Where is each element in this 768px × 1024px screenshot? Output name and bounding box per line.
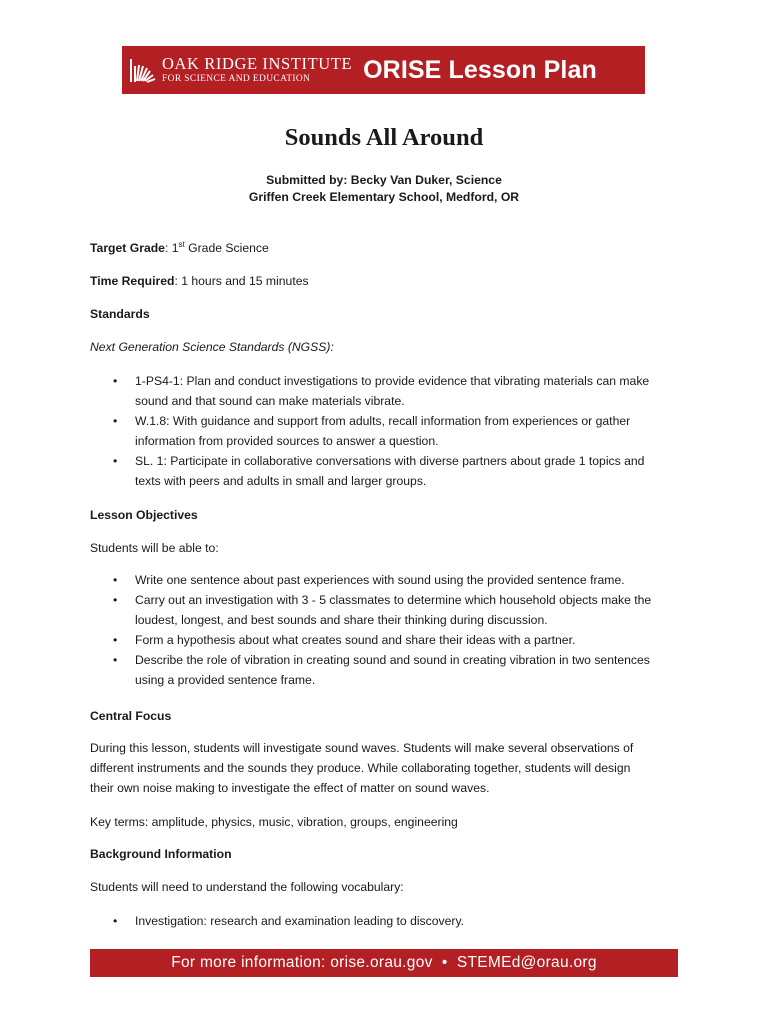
- list-item: • SL. 1: Participate in collaborative conversations with diverse partners about grade 1 topics and texts with peers and adults in small and larger groups.: [90, 451, 649, 491]
- ngss-label: Next Generation Science Standards (NGSS):: [90, 340, 334, 354]
- list-item: • Describe the role of vibration in creating sound and sound in creating vibration in two sentences using a provided sentence frame.: [90, 650, 651, 690]
- target-grade-suffix: st: [178, 239, 185, 249]
- header-banner: [122, 46, 645, 94]
- key-terms: Key terms: amplitude, physics, music, vibration, groups, engineering: [90, 815, 458, 829]
- standards-heading: Standards: [90, 307, 150, 321]
- list-item: • Investigation: research and examination leading to discovery.: [90, 911, 464, 931]
- standards-list: [90, 371, 649, 491]
- list-item: • Write one sentence about past experiences with sound using the provided sentence frame.: [90, 570, 651, 590]
- time-required-value: : 1 hours and 15 minutes: [174, 274, 309, 288]
- school-name: Griffen Creek Elementary School, Medford, OR: [248, 190, 520, 204]
- target-grade-label: Target Grade: [90, 241, 165, 255]
- orise-logo: [130, 56, 352, 84]
- list-item: • W.1.8: With guidance and support from adults, recall information from experiences or gather information from provided sources to answer a question.: [90, 411, 649, 451]
- target-grade-line: Target Grade: 1st Grade Science: [90, 239, 269, 255]
- sunburst-logo-icon: [130, 57, 156, 83]
- time-required-line: [90, 271, 309, 291]
- lesson-plan-brand-title: ORISE Lesson Plan: [363, 55, 597, 84]
- list-item: • 1-PS4-1: Plan and conduct investigations to provide evidence that vibrating materials can make sound and that sound can make materials vibrate.: [90, 371, 649, 411]
- submitted-by: Submitted by: Becky Van Duker, Science: [266, 173, 502, 187]
- objectives-list: [90, 570, 651, 690]
- time-required-label: Time Required: [90, 274, 175, 288]
- target-grade-ordinal: 1: [171, 241, 179, 255]
- background-intro: Students will need to understand the following vocabulary:: [90, 880, 404, 894]
- institute-name-line2: FOR SCIENCE AND EDUCATION: [162, 73, 311, 84]
- list-item: • Carry out an investigation with 3 - 5 classmates to determine which household objects make the loudest, longest, and best sounds and share their thinking during discussion.: [90, 590, 651, 630]
- footer-contact-text: For more information: orise.orau.gov • STEMEd@orau.org: [171, 954, 597, 971]
- background-heading: Background Information: [90, 847, 232, 861]
- target-grade-value: Grade Science: [184, 241, 269, 255]
- institute-name: [162, 56, 352, 84]
- vocabulary-list: [90, 911, 464, 931]
- institute-name-line1: OAK RIDGE INSTITUTE: [162, 54, 353, 73]
- document-title: Sounds All Around: [284, 124, 484, 151]
- submission-info: [0, 172, 768, 206]
- central-focus-text: During this lesson, students will investigate sound waves. Students will make several observations of different instruments and the sounds they produce. While collaborating together, students will design their own noise making to investigate the effect of matter on sound waves.: [90, 741, 634, 795]
- footer-banner: [90, 949, 678, 977]
- central-focus-heading: Central Focus: [90, 709, 172, 723]
- list-item: • Form a hypothesis about what creates sound and share their ideas with a partner.: [90, 630, 651, 650]
- objectives-intro: Students will be able to:: [90, 541, 219, 555]
- objectives-heading: Lesson Objectives: [90, 508, 198, 522]
